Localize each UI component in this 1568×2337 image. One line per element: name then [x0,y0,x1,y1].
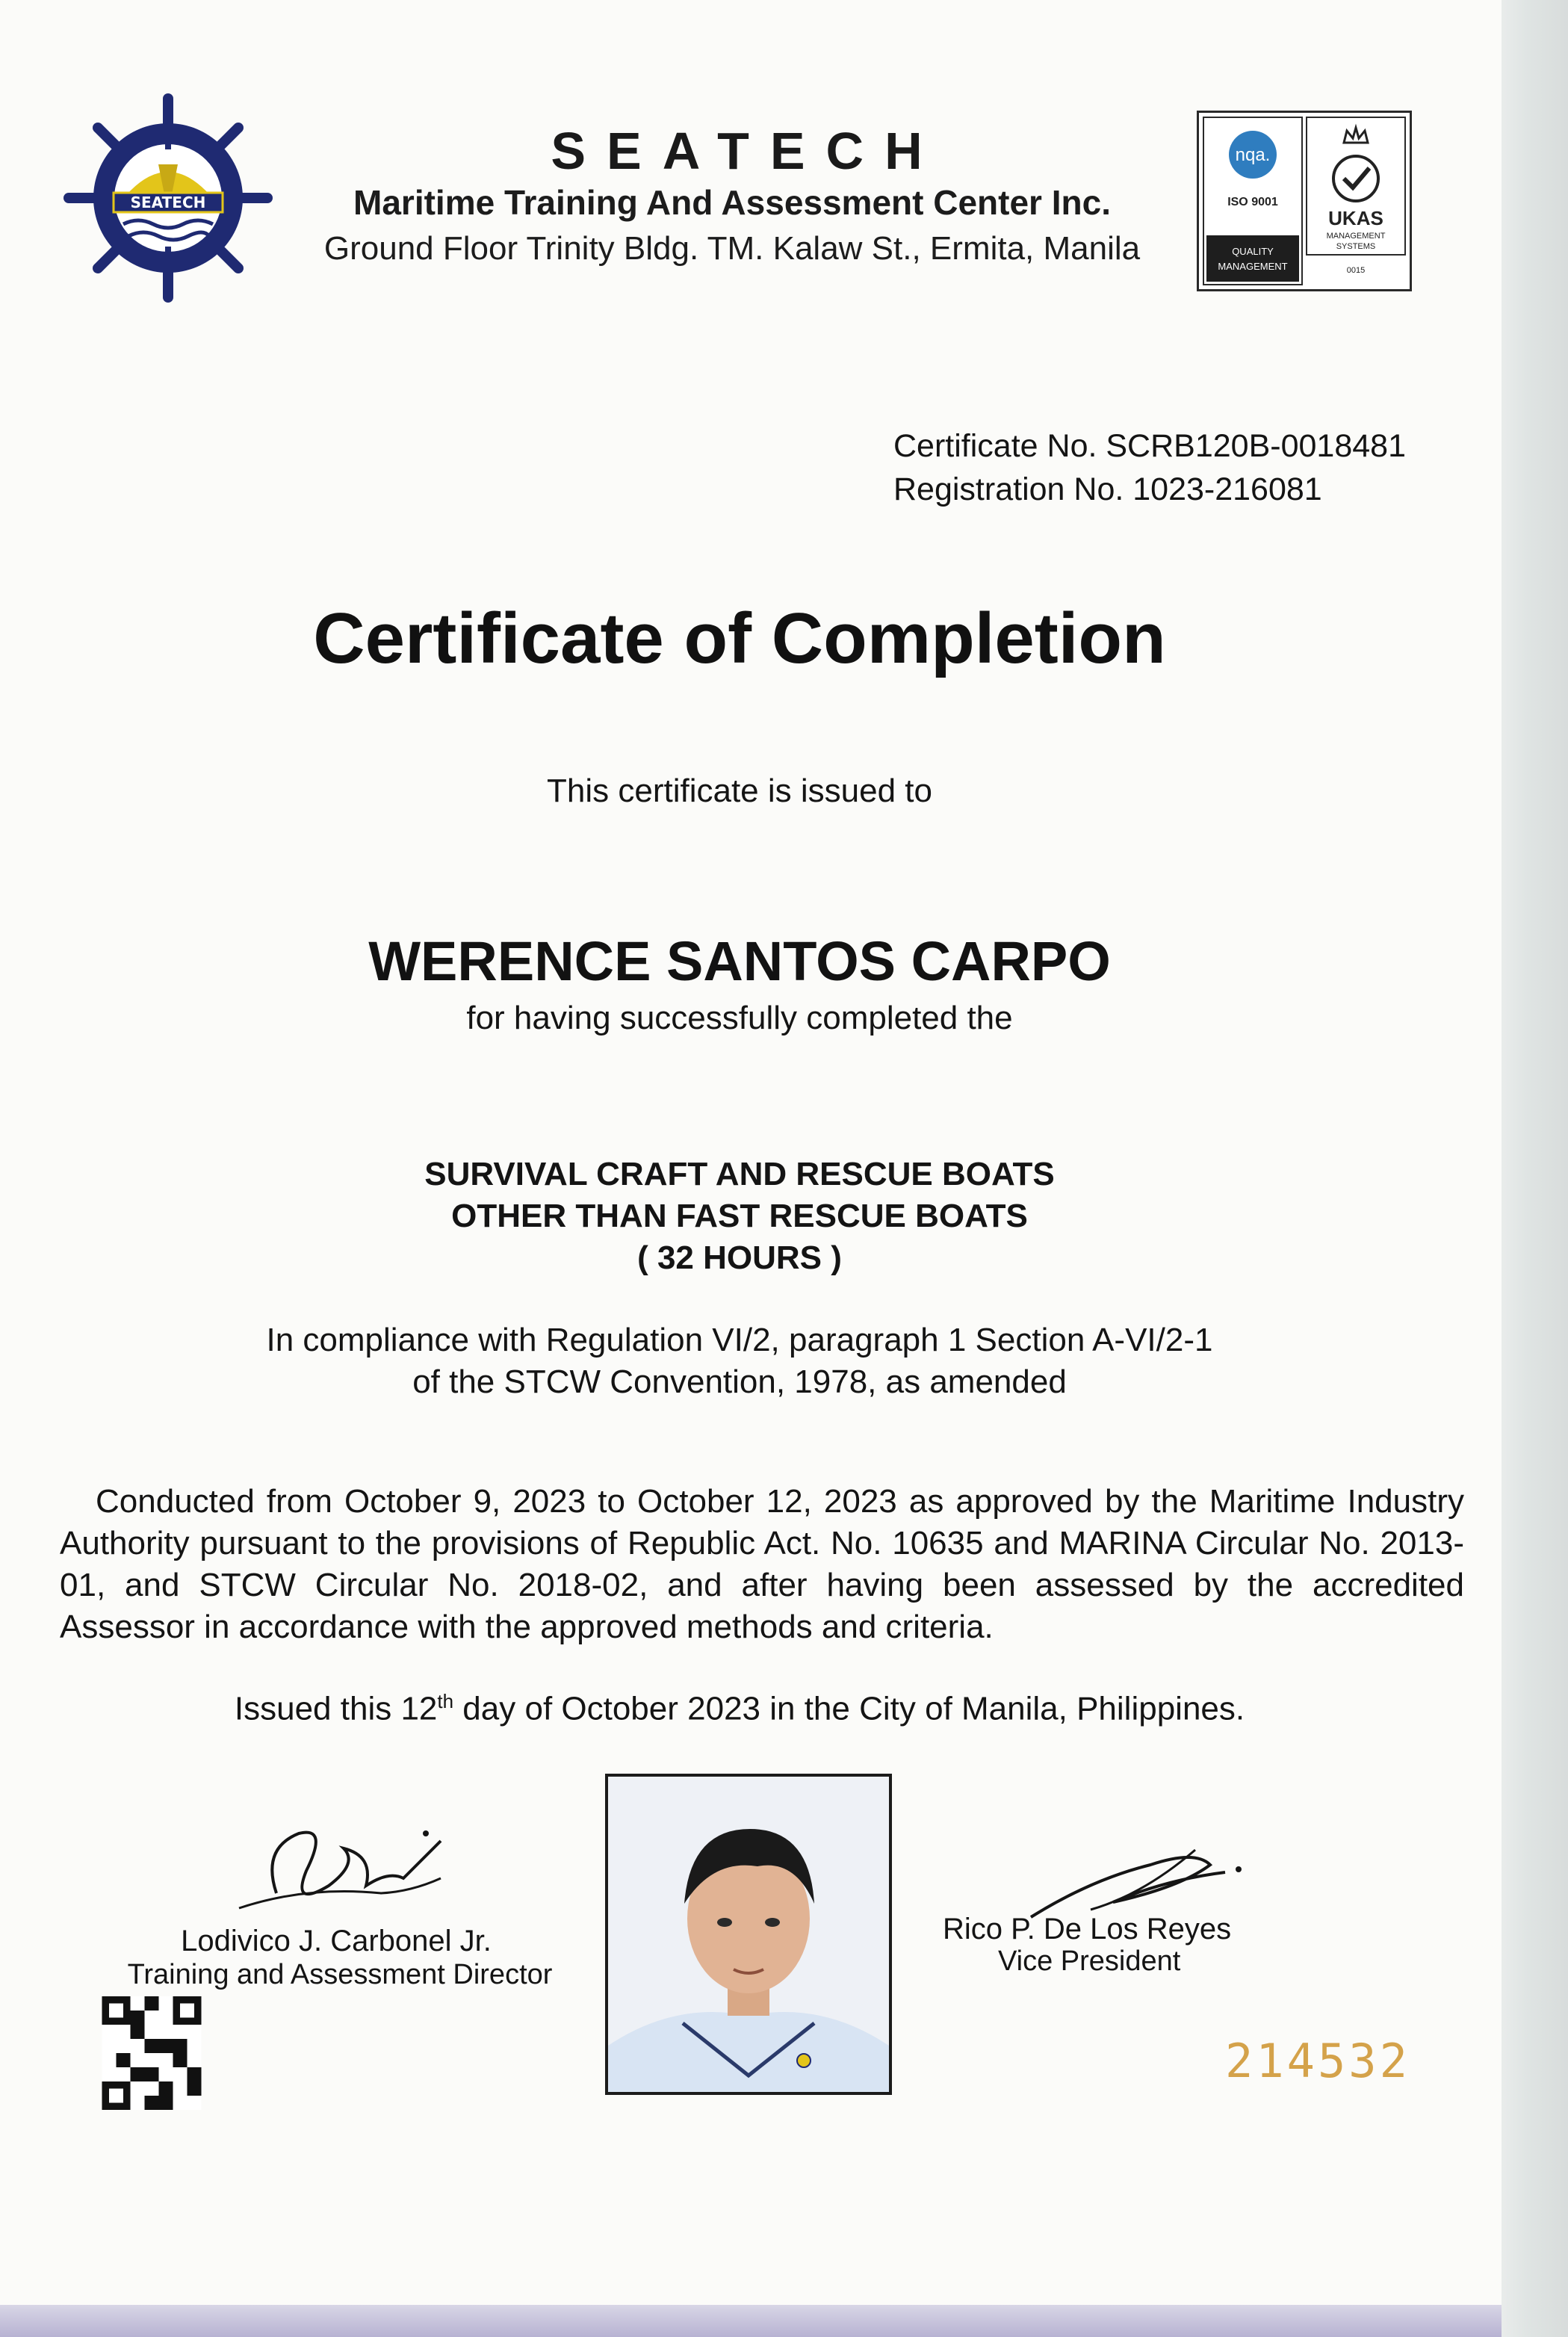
left-signatory-name: Lodivico J. Carbonel Jr. [181,1925,492,1957]
svg-text:MANAGEMENT: MANAGEMENT [1218,261,1288,272]
svg-text:MANAGEMENT: MANAGEMENT [1326,232,1386,241]
scan-edge-right [1502,0,1568,2337]
left-signature [217,1804,471,1938]
left-signatory-title: Training and Assessment Director [127,1959,553,1990]
certificate-number: Certificate No. SCRB120B-0018481 [893,428,1406,464]
badge-pin-icon [797,2054,811,2067]
iso-certification-badge [1197,111,1412,291]
compliance-statement [0,1319,1479,1403]
right-signatory-title: Vice President [998,1946,1181,1977]
issued-to-text: This certificate is issued to [547,773,932,809]
course-hours: ( 32 HOURS ) [637,1239,842,1276]
svg-text:SYSTEMS: SYSTEMS [1336,242,1376,251]
course-line-2: OTHER THAN FAST RESCUE BOATS [451,1198,1028,1234]
compliance-line-2: of the STCW Convention, 1978, as amended [412,1363,1067,1400]
recipient-name: WERENCE SANTOS CARPO [368,930,1111,992]
qr-code[interactable] [100,1996,203,2110]
right-signatory-name: Rico P. De Los Reyes [943,1913,1232,1946]
serial-number: 214532 [1225,2034,1410,2088]
recipient-photo [605,1774,892,2095]
svg-text:QUALITY: QUALITY [1232,246,1274,257]
svg-text:0015: 0015 [1346,266,1366,275]
issue-date-statement: Issued this 12th day of October 2023 in the City of Manila, Philippines. [234,1690,1245,1727]
certificate-numbers [893,424,1406,511]
svg-text:UKAS: UKAS [1328,207,1383,229]
svg-text:ISO 9001: ISO 9001 [1227,196,1278,208]
svg-text:nqa.: nqa. [1235,145,1271,165]
certificate-title: Certificate of Completion [313,598,1166,678]
seatech-logo [60,90,276,306]
conducted-paragraph: Conducted from October 9, 2023 to October 12, 2023 as approved by the Maritime Industry Authority pursuant to the provisions of Republic Act. No. 10635 and MARINA Circular No. 2013-01, and STCW Circular No. 2018-02, and after having been assessed by the accredited Assessor in accordance with the approved methods and criteria. [60,1483,1464,1645]
compliance-line-1: In compliance with Regulation VI/2, paragraph 1 Section A-VI/2-1 [266,1322,1213,1358]
registration-number: Registration No. 1023-216081 [893,471,1322,507]
course-title [0,1154,1479,1279]
logo-text: SEATECH [130,194,206,211]
course-line-1: SURVIVAL CRAFT AND RESCUE BOATS [424,1156,1055,1192]
company-address: Ground Floor Trinity Bldg. TM. Kalaw St., Ermita, Manila [323,230,1141,267]
completed-text: for having successfully completed the [466,1000,1013,1036]
brand-name: SEATECH [551,122,943,180]
company-name: Maritime Training And Assessment Center Inc. [353,183,1111,222]
scan-edge-bottom [0,2305,1502,2337]
